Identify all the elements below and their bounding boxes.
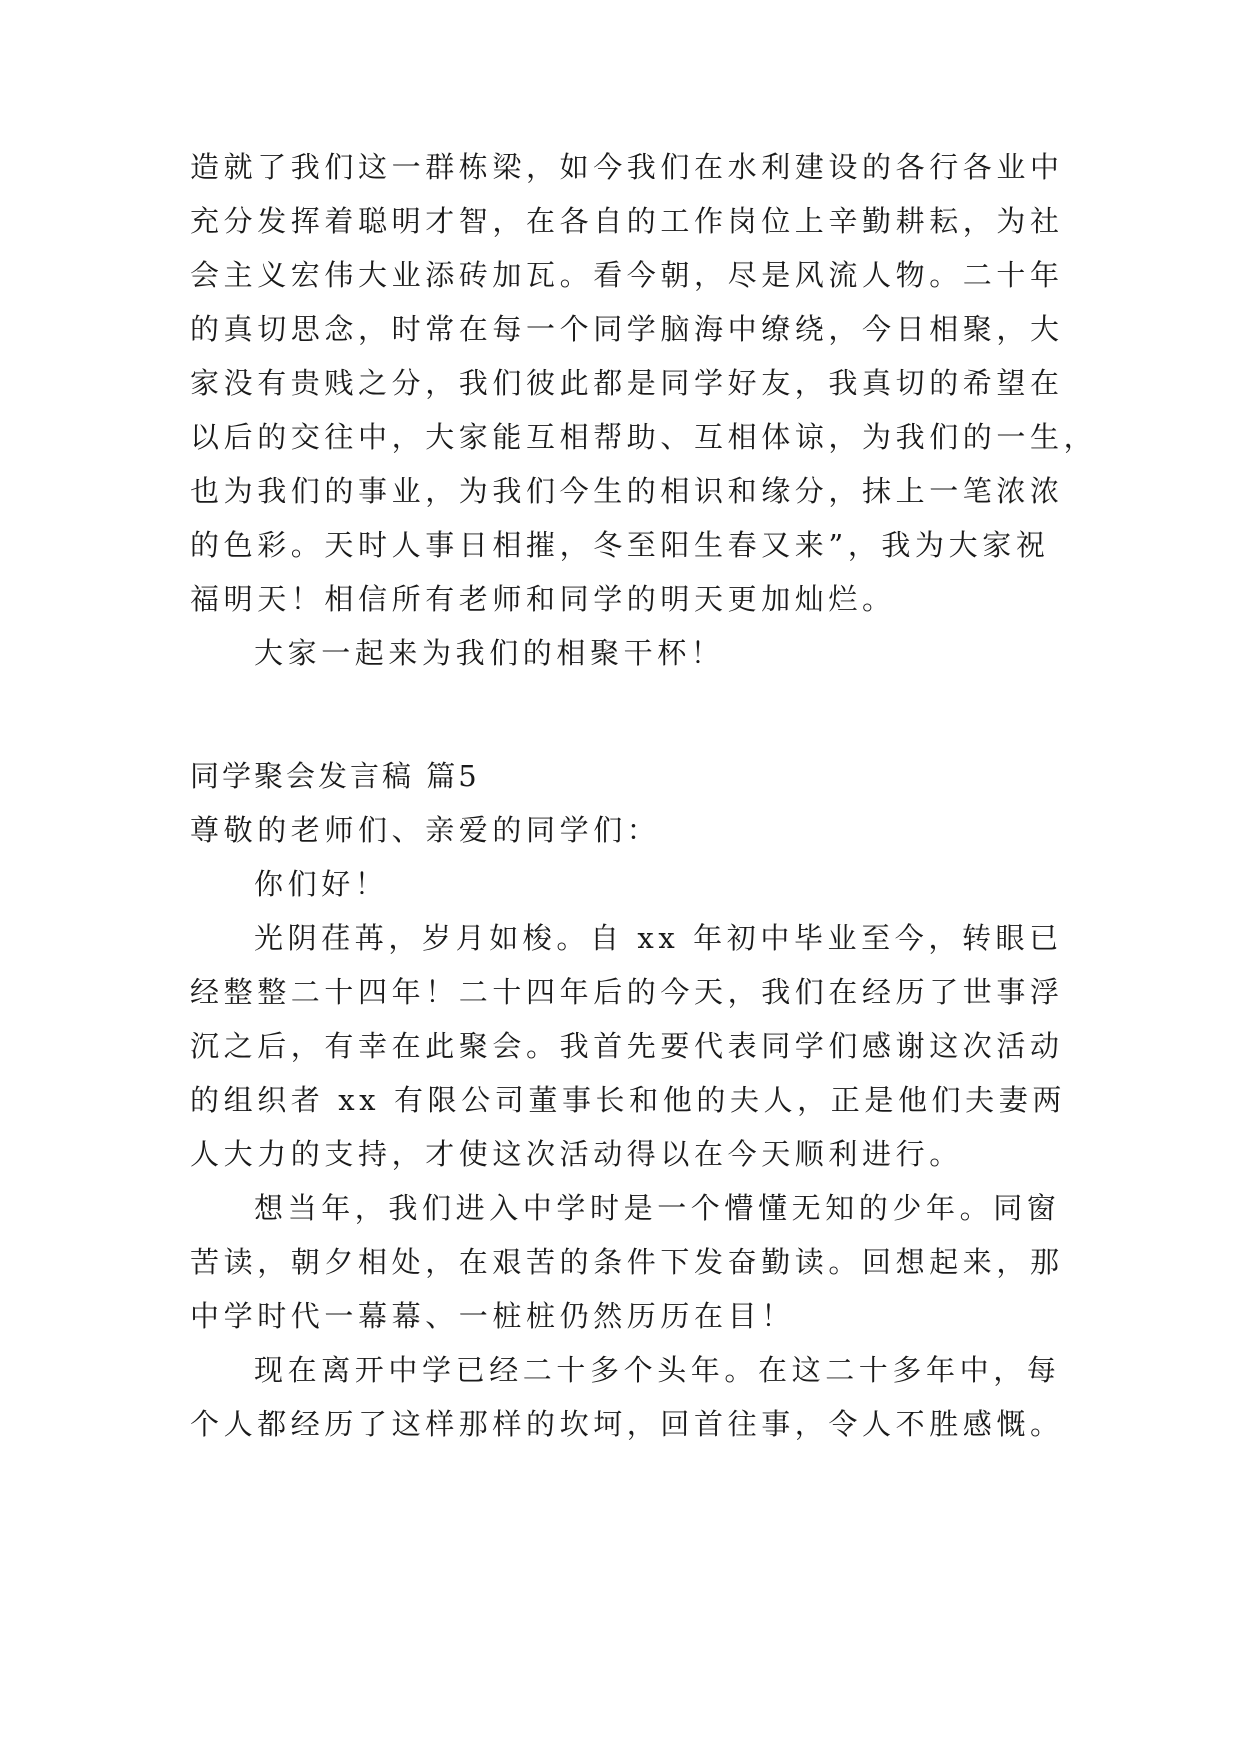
text-line: 以后的交往中，大家能互相帮助、互相体谅，为我们的一生， [190, 420, 1098, 454]
section-heading: 同学聚会发言稿 篇5 [190, 759, 480, 793]
text-line: 个人都经历了这样那样的坎坷，回首往事，令人不胜感慨。 [190, 1407, 1064, 1441]
greeting: 你们好！ [254, 867, 389, 901]
text-line: 会主义宏伟大业添砖加瓦。看今朝，尽是风流人物。二十年 [190, 258, 1064, 292]
text-line: 家没有贵贱之分，我们彼此都是同学好友，我真切的希望在 [190, 366, 1064, 400]
text-line: 现在离开中学已经二十多个头年。在这二十多年中，每 [254, 1353, 1061, 1387]
salutation: 尊敬的老师们、亲爱的同学们： [190, 813, 661, 847]
toast-line: 大家一起来为我们的相聚干杯！ [254, 636, 725, 670]
text-line: 光阴荏苒，岁月如梭。自 xx 年初中毕业至今，转眼已 [254, 921, 1063, 955]
text-line: 造就了我们这一群栋梁，如今我们在水利建设的各行各业中 [190, 150, 1064, 184]
text-line: 的色彩。天时人事日相摧，冬至阳生春又来”，我为大家祝 [190, 528, 1050, 562]
text-line: 中学时代一幕幕、一桩桩仍然历历在目！ [190, 1299, 795, 1333]
text-line: 人大力的支持，才使这次活动得以在今天顺利进行。 [190, 1137, 963, 1171]
text-line: 沉之后，有幸在此聚会。我首先要代表同学们感谢这次活动 [190, 1029, 1064, 1063]
text-line: 也为我们的事业，为我们今生的相识和缘分，抹上一笔浓浓 [190, 474, 1064, 508]
text-line: 想当年，我们进入中学时是一个懵懂无知的少年。同窗 [254, 1191, 1061, 1225]
text-line: 经整整二十四年！二十四年后的今天，我们在经历了世事浮 [190, 975, 1064, 1009]
text-line: 的组织者 xx 有限公司董事长和他的夫人，正是他们夫妻两 [190, 1083, 1066, 1117]
text-line: 充分发挥着聪明才智，在各自的工作岗位上辛勤耕耘，为社 [190, 204, 1064, 238]
text-line: 苦读，朝夕相处，在艰苦的条件下发奋勤读。回想起来，那 [190, 1245, 1064, 1279]
text-line: 的真切思念，时常在每一个同学脑海中缭绕，今日相聚，大 [190, 312, 1064, 346]
text-line: 福明天！相信所有老师和同学的明天更加灿烂。 [190, 582, 896, 616]
